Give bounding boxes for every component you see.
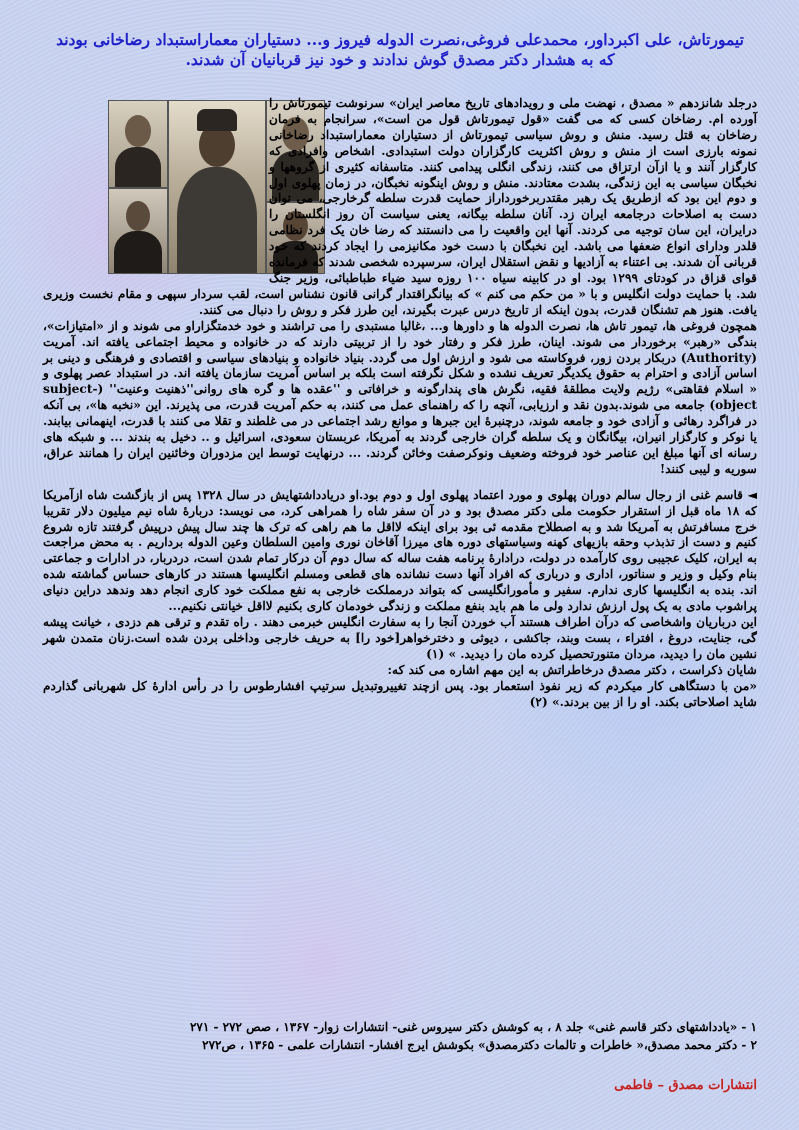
paragraph-2: همچون فروغی ها، تیمور تاش ها، نصرت الدوله ها و داورها و... ،غالبا مستبدی را می تراشند و خود خدمتگزاراو می شوند و از «امتیازات»، بندگی «رهبر» برخوردار می شوند. اینان، طرز فکر و رفتار خود را از تربیتی دارند که در خانواده و محیط اجتماعی یافته اند. آمریت (Authority) دربکار بردن زور، فروکاسته می شود و ارزش اول می گردد. بنیاد خانواده و بنیادهای سیاسی و اقتصادی و فرهنگی و دینی بر اساس آزادی و احترام به حقوق یکدیگر تعریف نشده و شکل نگرفته است بلکه بر اساس آمریت سازمان یافته اند. در استبداد عصر پهلوی و « اسلام فقاهتی» رژیم ولایت مطلقهٔ فقیه، نگرش های پندارگونه و خرافاتی و ''عقده ها و گره های روانی''ذهنیت وعنیت'' (subject-object) جامعه می شوند.بدون نقد و ارزیابی، آنچه را که راهنمای عمل می کنند، به حکم آمریت قدرت، می پذیرند. این «نخبه ها»، بی آنکه در فراگرد رهائی و آزادی خود و جامعه شوند، درچنبرهٔ این جبرها و موانع رشد اجتماعی در می غلطند و تقلا می کنند با قدرت، اینهمانی بیابند. یا نوکر و کارگزار انیران، بیگانگان و یک سلطه گران خارجی گردند به آمریکا، عربستان سعودی، اسرائیل و .. دخیل به بندند ... و شبکه های رسانه ای آنها مبلغ این عناصر خود فروخته وضعیف ونوکرصفت وخائن گردند. ... درنهایت توسط این مزدوران وخائنین ایران را همانند عراق، سوریه و لیبی کنند!: [43, 318, 757, 476]
publisher-credit: انتشارات مصدق – فاطمی: [614, 1078, 757, 1093]
headline: [40, 30, 760, 70]
reference-2: ۲ - دکتر محمد مصدق،« خاطرات و تالمات دکترمصدق» بکوشش ایرج افشار- انتشارات علمی - ۱۳۶۵ ، ص۲۷۲: [202, 1038, 757, 1052]
article-body: [43, 96, 757, 710]
paragraph-4: این درباریان واشخاصی که درآن اطراف هستند آب خوردن آنجا را به سفارت انگلیس خبرمی دهند . راه تقدم و ترقی هم دزدی ، خیانت پیشه گی، جنایت، دروغ ، افتراء ، بست وبند، جاکشی ، دیوثی و دخترخواهر[خود را] به حریف خارجی وداخلی بردن شده است.زنان متمدن شهر نشین مان را دیدید، مردان متنورتحصیل کرده مان را دیدید. » (۱): [43, 615, 757, 661]
reference-1: ۱ - «یادداشتهای دکتر قاسم غنی» جلد ۸ ، به کوشش دکتر سیروس غنی- انتشارات زوار- ۱۳۶۷ ، صص ۲۷۲ - ۲۷۱: [189, 1020, 757, 1034]
headline-line-1: تیمورتاش، علی اکبرداور، محمدعلی فروغی،نصرت الدوله فیروز و... دستیاران معماراستبداد رضاخانی بودند: [56, 30, 744, 49]
references: [85, 1018, 757, 1054]
paragraph-1: درجلد شانزدهم « مصدق ، نهضت ملی و رویدادهای تاریخ معاصر ایران» سرنوشت تیمورتاش را آورده ام. رضاخان کسی که می گفت «قول تیمورتاش قول من است»، سرانجام به فرمان رضاخان به قتل رسید. منش و روش سیاسی تیمورتاش از دستیاران معماراستبداد رضاخانی نمونه بارزی است از منش و روش اکثریت کارگزاران دولت استبدادی. اشخاص وافرادی که کارگزار آنند و یا ازآن ارتزاق می کنند، زندگی انگلی پیدامی کنند. متاسفانه کثیری از گروهها و نخبگان سیاسی به این زندگی، بشدت معتادند. منش و روش اینگونه نخبگان، در زمان پهلوی اول و دوم این بود که ازطریق یک رهبر مقتدربرخورداراز حمایت قدرت سلطه گرخارجی، می توان دست به اصلاحات درجامعه ایران زد. آنان سلطه بیگانه، یعنی سیاست آن روز انگلستان را درایران، این سان توجیه می کردند. آنها این واقعیت را می دانستند که رضا خان یک فرد نظامی قلدر ودارای انواع ضعفها می باشد. این نخبگان با دست خود مکانیزمی را ایجاد کردند که خود قربانی آن شدند. بی اعتناء به آزادیها و نقض استقلال ایران، سرسپرده شخصی شدند که فرمانده قوای قزاق در کودتای ۱۲۹۹ بود. او در کابینه سیاه ۱۰۰ روزه سید ضیاء طباطبائی، وزیر جنگ شد. با حمایت دولت انگلیس و با « من حکم می کنم » که بیانگراقتدار گرانی قانون نشناس است، لقب سردار سپهی و مقام نخست وزیری یافت. هنوز هم تشنگان قدرت، بدون اینکه از تاریخ درس عبرت بگیرند، این طرز فکر و روش را دنبال می کنند.: [43, 96, 757, 317]
headline-line-2: که به هشدار دکتر مصدق گوش ندادند و خود نیز قربانیان آن شدند.: [185, 50, 615, 69]
paragraph-3: ◄ قاسم غنی از رجال سالم دوران پهلوی و مورد اعتماد پهلوی اول و دوم بود.او دریادداشتهایش در سال ۱۳۲۸ پس از بازگشت شاه ازآمریکا که ۱۸ ماه قبل از استقرار حکومت ملی دکتر مصدق بود و در آن سفر شاه را همراهی کرد، می نویسد: دربارهٔ شاه نیم میلیون دلار تقریبا خرج مسافرتش به آمریکا شد و به اصطلاح مقدمه ئی بود برای اینکه لااقل ما هم راهی که ترک ها چند سال پیش درپیش گرفتند تازه شروع کنیم و دست از تذبذب وحقه بازیهای کهنه وسیاستهای دوره های میرزا آقاخان نوری وامین السلطان وعین الدوله برداریم . به محض مراجعت به ایران، کلیک عجیبی روی کارآمده در دولت، درادارهٔ برنامه هفت ساله که سال دوم آن درکار تمام شدن است، دردربار، در ادارات و جماعتی بنام وکیل و وزیر و سناتور، اداری و درباری که افراد آنها دست نشانده های قطعی ومسلم انگلیسها هستند در کارهای حساس گماشته شده اند. بنده به انگلیسها کاری ندارم. سفیر و مأمورانگلیسی که بتواند درمملکت خارجی به نفع مملکت خود کاری انجام دهد وندهد دراین دنیای پراشوب مادی به یک پول ارزش ندارد ولی ما هم باید بنفع مملکت و زندگی خودمان کاری بکنیم لااقل خیانتی نکنیم...: [43, 487, 758, 614]
paragraph-6: «من با دستگاهی کار میکردم که زیر نفوذ استعمار بود. پس ازچند تغییروتبدیل سرتیپ افشارطوس را در رأس ادارهٔ کل شهربانی گذاردم شاید اصلاحاتی بکند. او را از بین بردند.» (۲): [43, 678, 757, 709]
paragraph-5: شایان ذکراست ، دکتر مصدق درخاطراتش به این مهم اشاره می کند که:: [387, 662, 757, 677]
photo-spacer: [43, 96, 261, 274]
